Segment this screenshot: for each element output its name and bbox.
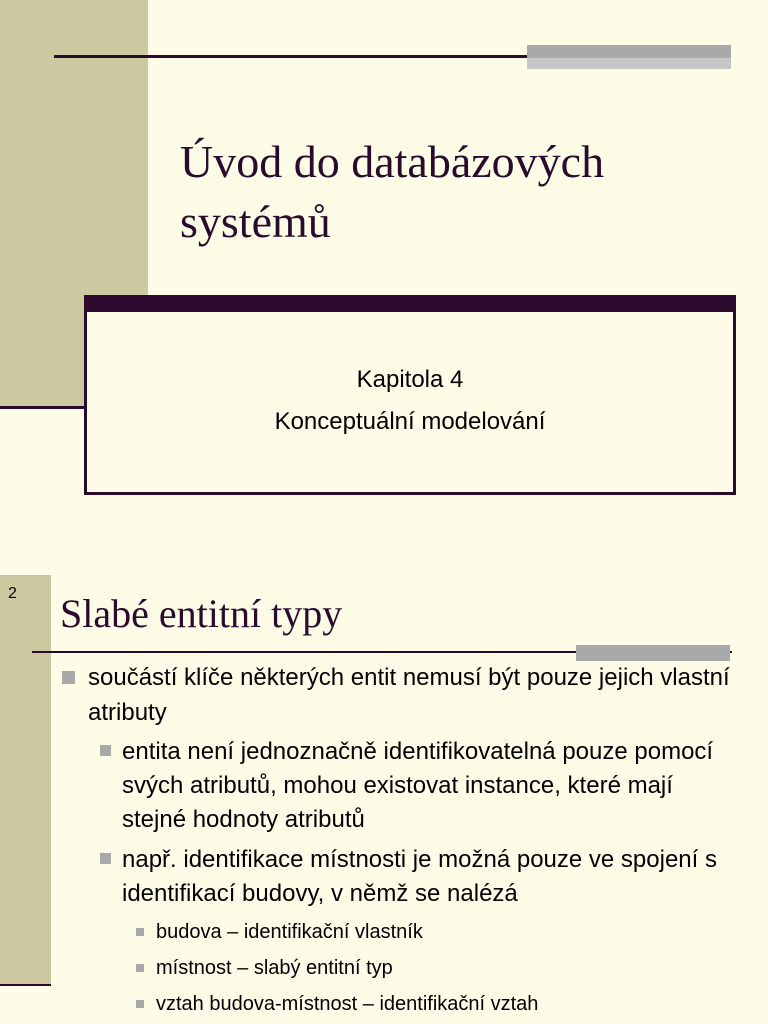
page-number: 2	[8, 585, 17, 602]
chapter-name: Konceptuální modelování	[274, 408, 546, 435]
bullet-level3: budova – identifikační vlastník	[156, 921, 423, 943]
bullet-level3: vztah budova-místnost – identifikační vztah	[156, 993, 539, 1015]
content-slide	[0, 545, 768, 1024]
bullet-square-icon	[136, 964, 144, 972]
slide2-title: Slabé entitní typy	[60, 591, 343, 636]
slide2-sidebar-divider	[0, 984, 51, 986]
subtitle-box	[84, 308, 736, 495]
bullet-level3: místnost – slabý entitní typ	[156, 957, 393, 979]
bullet-level1: součástí klíče některých entit nemusí být pouze jejich vlastní atributy	[88, 664, 730, 726]
slide1-gray-accent-bar-light	[527, 58, 731, 69]
bullet-square-icon	[136, 928, 144, 936]
bullet-square-icon	[100, 745, 111, 756]
bullet-level2: např. identifikace místnosti je možná pouze ve spojení s identifikací budovy, v němž se nalézá	[122, 846, 717, 907]
slide1-sidebar-divider	[0, 406, 86, 409]
bullet-square-icon	[62, 671, 75, 684]
slide2-gray-accent-bar	[576, 645, 730, 661]
subtitle-box-header-bar	[84, 295, 736, 312]
chapter-label: Kapitola 4	[356, 366, 464, 393]
bullet-level2: entita není jednoznačně identifikovatelná pouze pomocí svých atributů, mohou existovat instance, které mají stejné hodnoty atributů	[122, 738, 714, 833]
bullet-square-icon	[136, 1000, 144, 1008]
slide2-sidebar-band	[0, 575, 51, 985]
bullet-square-icon	[100, 853, 111, 864]
slide1-title: Úvod do databázových systémů	[180, 136, 605, 247]
